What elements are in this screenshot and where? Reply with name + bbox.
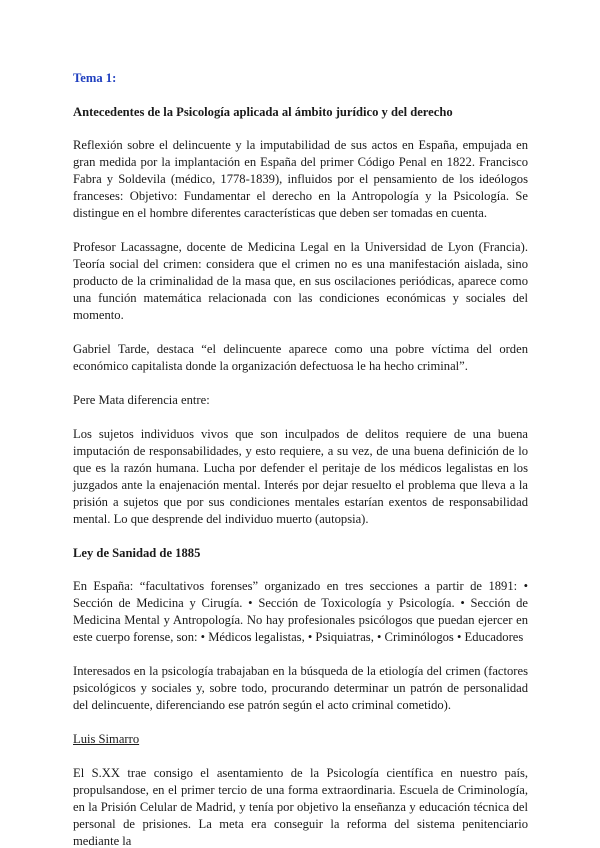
topic-label: Tema 1: xyxy=(73,71,117,85)
link-luis-simarro[interactable]: Luis Simarro xyxy=(73,732,140,746)
paragraph-pere-mata: Pere Mata diferencia entre: xyxy=(73,393,210,407)
paragraph-fabra: Reflexión sobre el delincuente y la imputabilidad de sus actos en España, empujada en gran medida por la implantación en España del primer Código Penal en 1822. Francisco Fabra y Soldevila (médico, 1778-1839), influidos por el pensamiento de los ideólogos franceses: Objetivo: Fundamentar el derecho en la Antropología y la Psicología. Se distingue en el hombre diferentes características que deben ser tomadas en cuenta. xyxy=(73,138,528,220)
paragraph-sxx: El S.XX trae consigo el asentamiento de la Psicología científica en nuestro país, propulsandose, en el primer tercio de una forma extraordinaria. Escuela de Criminología, en la Prisión Celular de Madrid, y tenía por objetivo la enseñanza y educación técnica del personal de prisiones. La meta era conseguir la reforma del sistema penitenciario mediante la xyxy=(73,766,528,848)
paragraph-lacassagne: Profesor Lacassagne, docente de Medicina Legal en la Universidad de Lyon (Francia). Teoría social del crimen: considera que el crimen no es una manifestación aislada, sino producto de la criminalidad de la masa que, en sus oscilaciones periódicas, aparece como una función matemática relacionada con las condiciones económicas y sociales del momento. xyxy=(73,240,528,322)
paragraph-sujetos: Los sujetos individuos vivos que son inculpados de delitos requiere de una buena imputación de responsabilidades, y esto requiere, a su vez, de una buena definición de lo que es la razón humana. Lucha por defender el peritaje de los médicos legalistas en los juzgados ante la enajenación mental. Interés por dejar resuelto el problema que lleva a la prisión a sujetos que por sus condiciones mentales estarían exentos de responsabilidad mental. Lo que desprende del individuo muerto (autopsia). xyxy=(73,427,528,526)
paragraph-tarde: Gabriel Tarde, destaca “el delincuente aparece como una pobre víctima del orden económico capitalista donde la organización defectuosa le ha hecho criminal”. xyxy=(73,342,528,373)
paragraph-etiologia: Interesados en la psicología trabajaban en la búsqueda de la etiología del crimen (factores psicológicos y sociales y, sobre todo, procurando determinar un patrón de personalidad del delincuente, diferenciando ese patrón según el acto criminal cometido). xyxy=(73,664,528,712)
document-body xyxy=(73,70,528,848)
main-heading: Antecedentes de la Psicología aplicada al ámbito jurídico y del derecho xyxy=(73,105,453,119)
paragraph-forenses: En España: “facultativos forenses” organizado en tres secciones a partir de 1891: • Sección de Medicina y Cirugía. • Sección de Toxicología y Psicología. • Sección de Medicina Mental y Antropología. No hay profesionales psicólogos que puedan ejercer en este cuerpo forense, son: • Médicos legalistas, • Psiquiatras, • Criminólogos • Educadores xyxy=(73,579,528,644)
section-heading-ley-sanidad: Ley de Sanidad de 1885 xyxy=(73,546,201,560)
